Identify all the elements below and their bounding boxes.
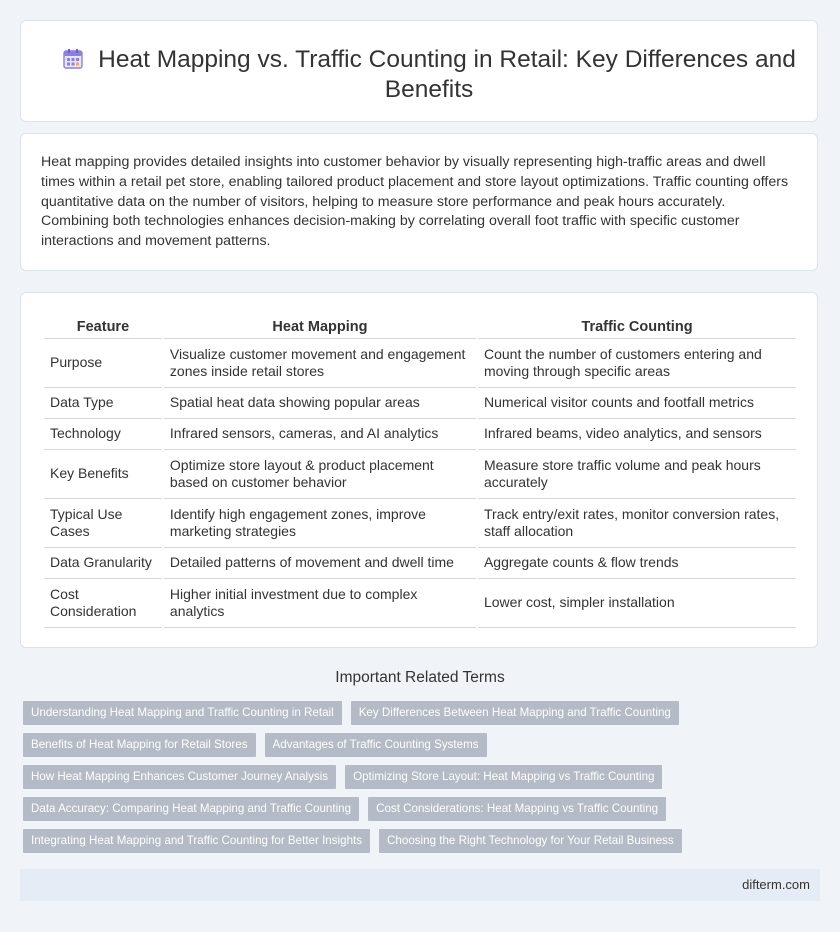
related-terms-heading: Important Related Terms bbox=[335, 669, 505, 686]
related-term-link[interactable]: Cost Considerations: Heat Mapping vs Traffic Counting bbox=[368, 797, 666, 821]
table-row bbox=[44, 419, 796, 450]
column-header: Feature bbox=[44, 315, 162, 339]
table-header-row bbox=[44, 315, 796, 339]
related-term-link[interactable]: Understanding Heat Mapping and Traffic Counting in Retail bbox=[23, 701, 342, 725]
feature-cell: Data Type bbox=[44, 388, 162, 419]
column-header: Traffic Counting bbox=[478, 315, 796, 339]
heat-mapping-cell: Detailed patterns of movement and dwell time bbox=[164, 548, 476, 579]
traffic-counting-cell: Count the number of customers entering and moving through specific areas bbox=[478, 339, 796, 388]
related-term-link[interactable]: Optimizing Store Layout: Heat Mapping vs Traffic Counting bbox=[345, 765, 662, 789]
related-term-link[interactable]: Choosing the Right Technology for Your Retail Business bbox=[379, 829, 682, 853]
table-row bbox=[44, 388, 796, 419]
table-row bbox=[44, 548, 796, 579]
site-name[interactable]: difterm.com bbox=[742, 877, 810, 892]
related-terms-list bbox=[23, 701, 813, 861]
calendar-icon bbox=[62, 48, 84, 70]
page-title-wrap bbox=[61, 45, 797, 105]
related-term-link[interactable]: Data Accuracy: Comparing Heat Mapping and Traffic Counting bbox=[23, 797, 359, 821]
heat-mapping-cell: Optimize store layout & product placement based on customer behavior bbox=[164, 450, 476, 499]
intro-card bbox=[20, 133, 818, 271]
traffic-counting-cell: Numerical visitor counts and footfall metrics bbox=[478, 388, 796, 419]
footer-bar bbox=[20, 869, 820, 901]
heat-mapping-cell: Identify high engagement zones, improve marketing strategies bbox=[164, 499, 476, 548]
related-term-link[interactable]: How Heat Mapping Enhances Customer Journey Analysis bbox=[23, 765, 336, 789]
feature-cell: Key Benefits bbox=[44, 450, 162, 499]
heat-mapping-cell: Higher initial investment due to complex analytics bbox=[164, 579, 476, 628]
traffic-counting-cell: Infrared beams, video analytics, and sensors bbox=[478, 419, 796, 450]
page-title: Heat Mapping vs. Traffic Counting in Retail: Key Differences and Benefits bbox=[98, 46, 796, 103]
feature-cell: Technology bbox=[44, 419, 162, 450]
feature-cell: Cost Consideration bbox=[44, 579, 162, 628]
related-term-link[interactable]: Key Differences Between Heat Mapping and Traffic Counting bbox=[351, 701, 679, 725]
traffic-counting-cell: Measure store traffic volume and peak hours accurately bbox=[478, 450, 796, 499]
table-row bbox=[44, 339, 796, 388]
heat-mapping-cell: Visualize customer movement and engagement zones inside retail stores bbox=[164, 339, 476, 388]
traffic-counting-cell: Lower cost, simpler installation bbox=[478, 579, 796, 628]
feature-cell: Purpose bbox=[44, 339, 162, 388]
comparison-card bbox=[20, 292, 818, 648]
traffic-counting-cell: Track entry/exit rates, monitor conversion rates, staff allocation bbox=[478, 499, 796, 548]
comparison-table bbox=[42, 315, 798, 628]
related-term-link[interactable]: Benefits of Heat Mapping for Retail Stores bbox=[23, 733, 256, 757]
intro-paragraph: Heat mapping provides detailed insights into customer behavior by visually representing high-traffic areas and dwell times within a retail pet store, enabling tailored product placement and store layout optimizations. Traffic counting offers quantitative data on the number of visitors, helping to measure store performance and peak hours accurately. Combining both technologies enhances decision-making by correlating overall foot traffic with specific customer interactions and movement patterns. bbox=[41, 154, 789, 250]
heat-mapping-cell: Infrared sensors, cameras, and AI analytics bbox=[164, 419, 476, 450]
traffic-counting-cell: Aggregate counts & flow trends bbox=[478, 548, 796, 579]
feature-cell: Data Granularity bbox=[44, 548, 162, 579]
feature-cell: Typical Use Cases bbox=[44, 499, 162, 548]
table-row bbox=[44, 450, 796, 499]
table-row bbox=[44, 499, 796, 548]
header-card bbox=[20, 20, 818, 122]
table-row bbox=[44, 579, 796, 628]
column-header: Heat Mapping bbox=[164, 315, 476, 339]
related-term-link[interactable]: Advantages of Traffic Counting Systems bbox=[265, 733, 487, 757]
related-term-link[interactable]: Integrating Heat Mapping and Traffic Counting for Better Insights bbox=[23, 829, 370, 853]
heat-mapping-cell: Spatial heat data showing popular areas bbox=[164, 388, 476, 419]
